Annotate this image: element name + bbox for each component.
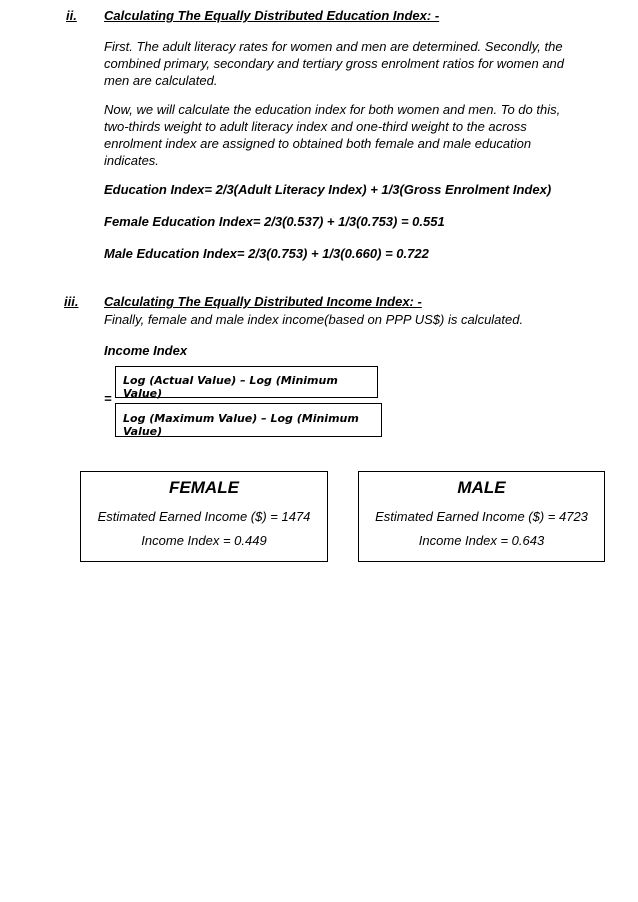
section-ii-paragraph-2: Now, we will calculate the education index for both women and men. To do this, two-thirds weight to adult literacy index and one-third weight to the across enrolment index are assigned to obtained both female and male education indicates. bbox=[104, 102, 561, 168]
section-ii-paragraph-1: First. The adult literacy rates for women and men are determined. Secondly, the combined primary, secondary and tertiary gross enrolment ratios for women and men are calculated. bbox=[104, 39, 565, 88]
section-ii-number: ii. bbox=[66, 8, 77, 23]
male-income-index: Income Index = 0.643 bbox=[418, 533, 545, 548]
male-earned-income: Estimated Earned Income ($) = 4723 bbox=[375, 509, 588, 524]
numerator-box bbox=[115, 366, 378, 398]
female-income-index: Income Index = 0.449 bbox=[141, 533, 267, 548]
numerator-text: Log (Actual Value) – Log (Minimum Value) bbox=[123, 374, 338, 400]
female-earned-income: Estimated Earned Income ($) = 1474 bbox=[97, 509, 311, 524]
section-ii-heading: Calculating The Equally Distributed Education Index: - bbox=[104, 8, 440, 23]
male-card-title: MALE bbox=[457, 478, 506, 497]
section-iii-paragraph: Finally, female and male index income(based on PPP US$) is calculated. bbox=[104, 312, 524, 327]
male-card bbox=[358, 471, 605, 562]
education-index-formula: Education Index= 2/3(Adult Literacy Index) + 1/3(Gross Enrolment Index) bbox=[104, 182, 552, 197]
section-iii-number: iii. bbox=[64, 294, 79, 309]
equals-sign: = bbox=[104, 391, 112, 406]
male-education-index-formula: Male Education Index= 2/3(0.753) + 1/3(0.660) = 0.722 bbox=[104, 246, 429, 261]
denominator-box bbox=[115, 403, 382, 437]
income-index-label: Income Index bbox=[104, 343, 188, 358]
female-card bbox=[80, 471, 328, 562]
denominator-text: Log (Maximum Value) – Log (Minimum Value) bbox=[123, 412, 359, 438]
section-iii-heading: Calculating The Equally Distributed Income Index: - bbox=[104, 294, 422, 309]
female-card-title: FEMALE bbox=[169, 478, 239, 497]
female-education-index-formula: Female Education Index= 2/3(0.537) + 1/3(0.753) = 0.551 bbox=[104, 214, 445, 229]
